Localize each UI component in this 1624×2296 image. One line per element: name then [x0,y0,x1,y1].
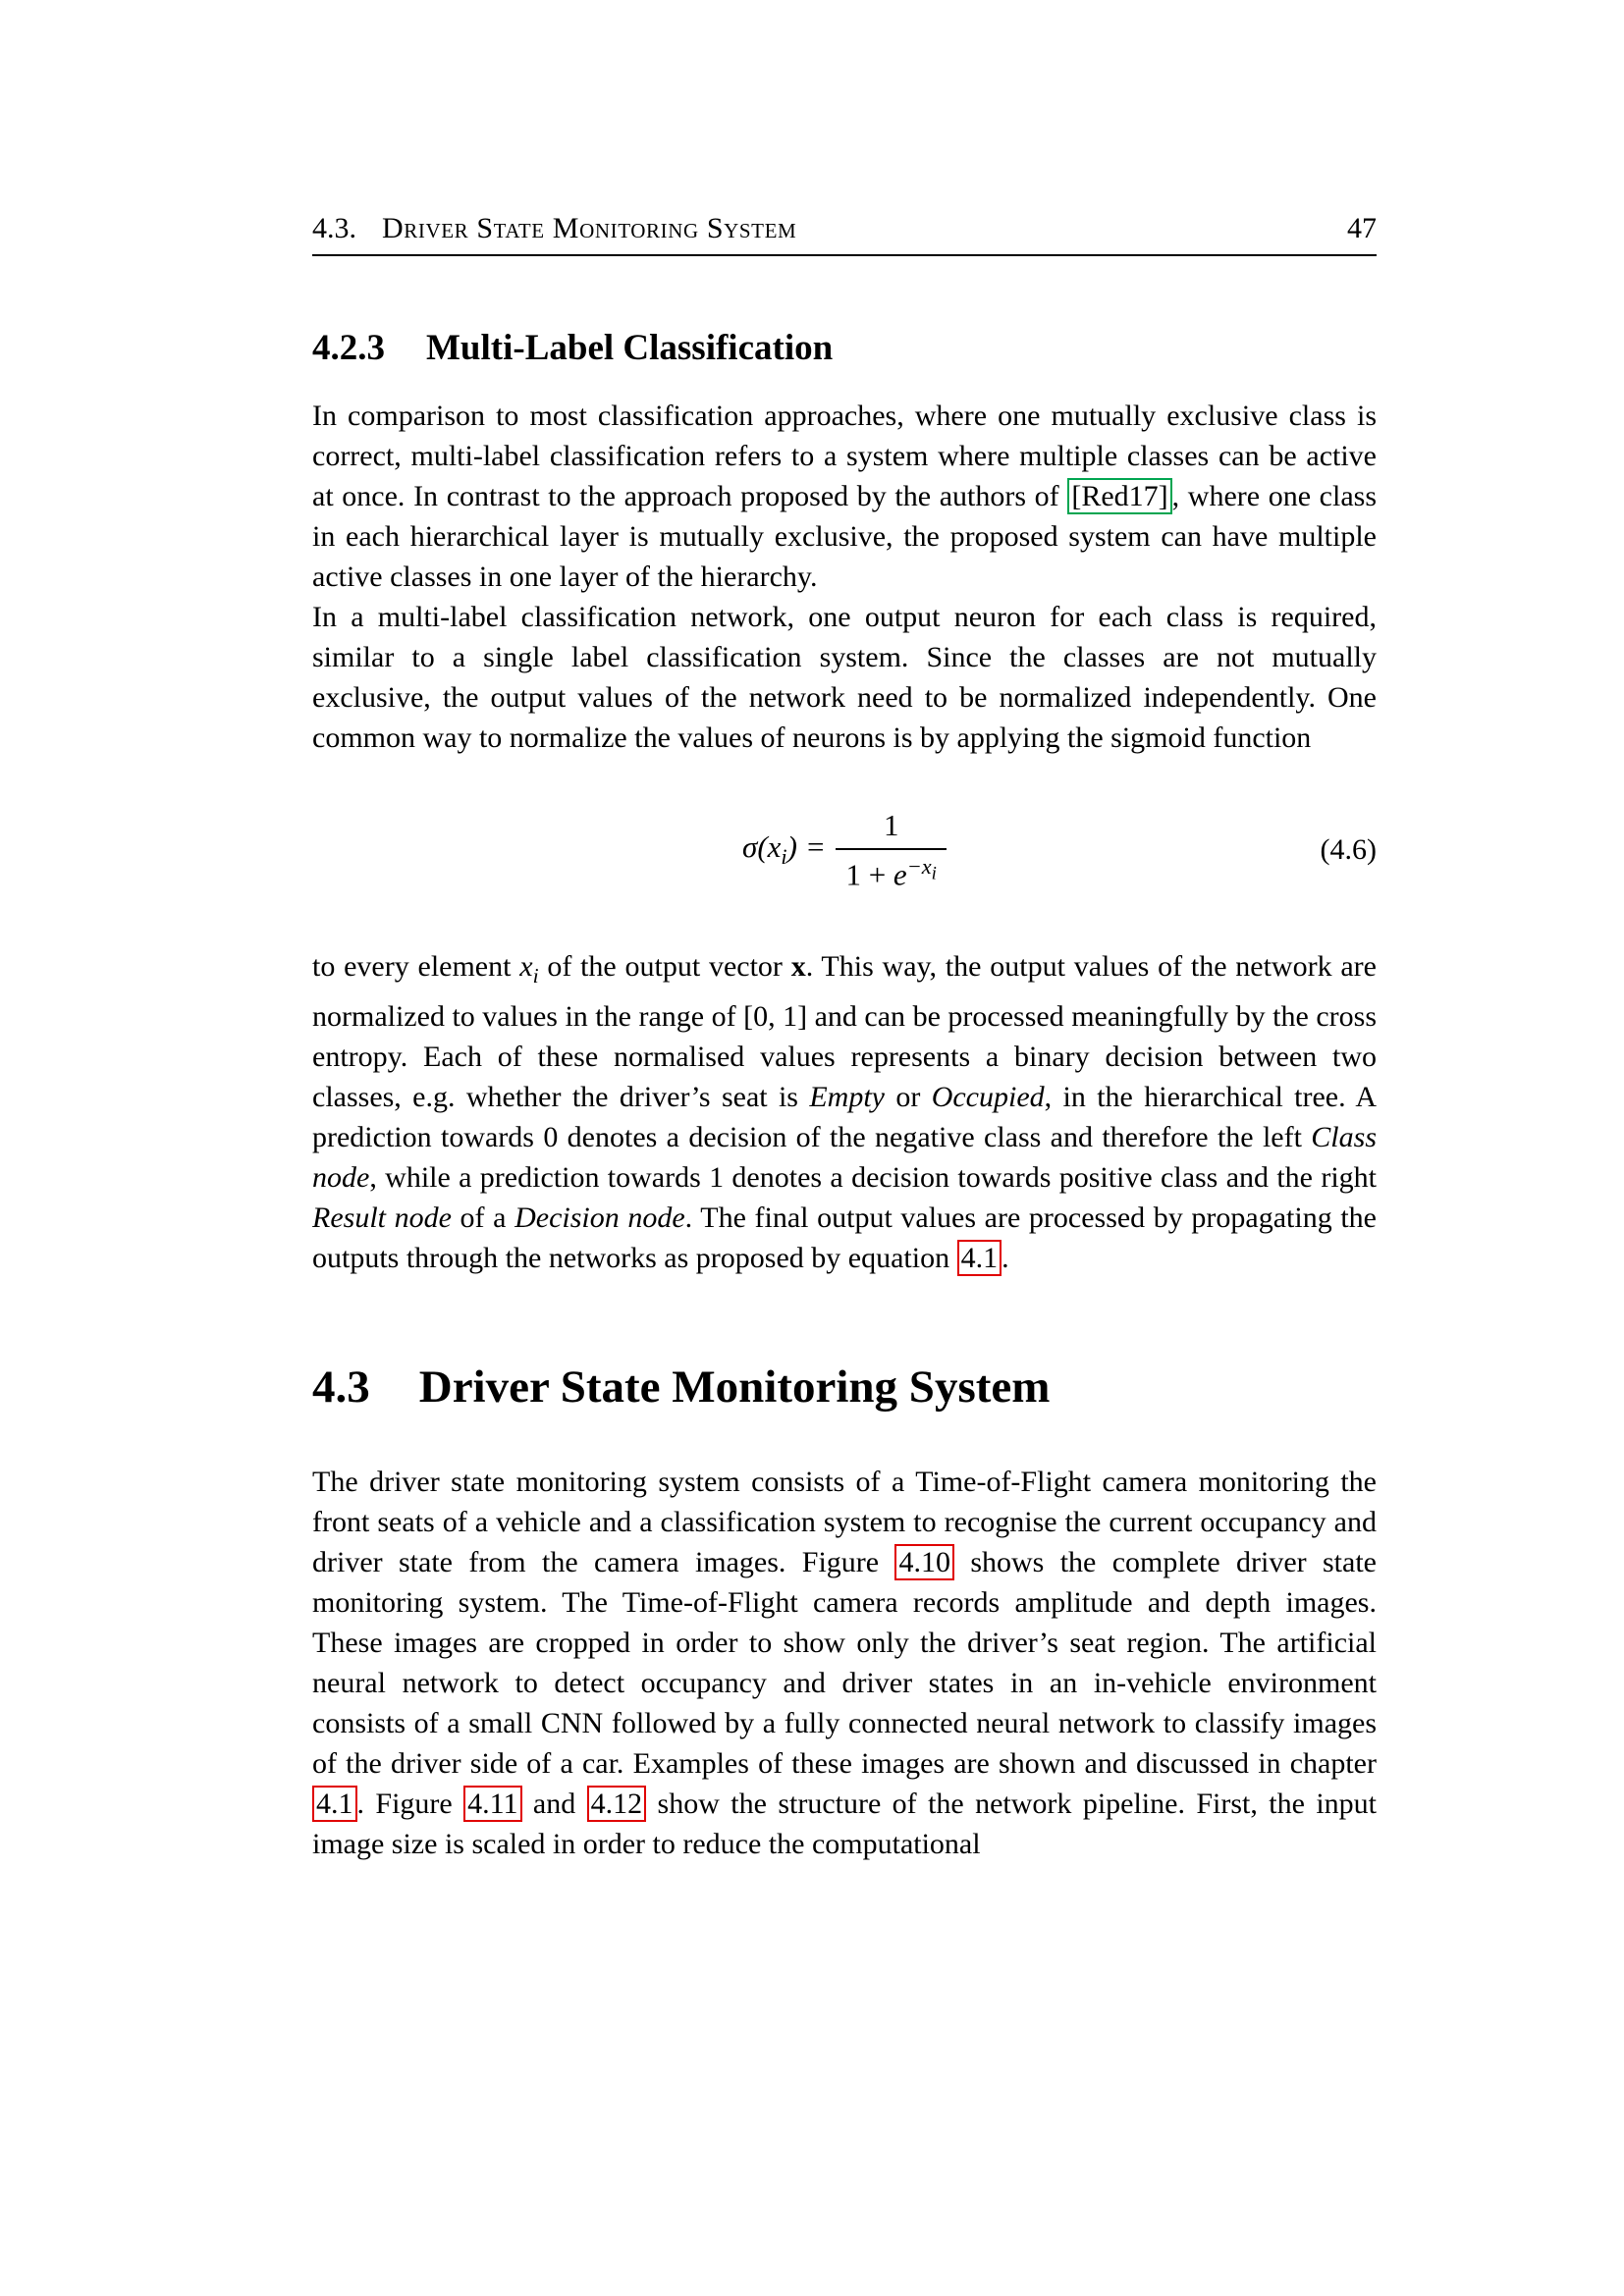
text-run: . [1001,1241,1009,1274]
equation-block [312,795,1377,905]
subsection-title: Multi-Label Classification [426,328,834,368]
header-section-number: 4.3. [312,212,356,244]
text-column [312,212,1377,1864]
text-run: Class node [312,1120,1377,1194]
cross-reference-link[interactable]: 4.1 [312,1786,357,1822]
fraction-denominator [836,850,947,892]
text-run: Decision node [514,1201,685,1234]
cross-reference-link[interactable]: 4.10 [894,1544,954,1580]
text-run: Empty [809,1080,885,1113]
paragraph [312,946,1377,1278]
text-run: show the structure of the network pipeline. First, the input image size is scaled in order to reduce the computational [312,1788,1377,1861]
text-run: , in the hierarchical tree. A prediction towards 0 denotes a decision of the negative class and therefore the left [312,1080,1377,1153]
subsection-heading-423 [312,329,1377,369]
text-run: In comparison to most classification approaches, where one mutually exclusive class is correct, multi-label classification refers to a system where multiple classes can be active at once. In contrast to the approach proposed by the authors of [312,399,1377,512]
header-left [312,212,796,245]
exponent-base: −x [906,853,932,879]
header-page-number: 47 [1347,212,1377,244]
denominator-prefix: 1 + [845,856,893,891]
text-run: x [790,949,806,983]
text-run: . This way, the output values of the network are normalized to values in the range of [0, 1] and can be processed meaningfully by the cross entropy. Each of these normalised values represents a binary decision between two classes, e.g. whether the driver’s seat is [312,949,1377,1113]
fraction [836,808,947,892]
text-run: The driver state monitoring system consists of a Time-of-Flight camera monitoring the front seats of a vehicle and a classification system to recognise the current occupancy and driver state from the camera images. Figure [312,1466,1377,1579]
section-number: 4.3 [312,1361,370,1413]
citation-link[interactable]: [Red17] [1067,478,1171,514]
sigma-close-paren: ) [786,829,797,865]
section-heading-43 [312,1362,1377,1414]
math-inline: $x_i$ [519,949,539,988]
text-run: and [521,1788,587,1821]
text-run: of a [451,1201,515,1234]
paragraph [312,1462,1377,1864]
equation-lhs [742,829,836,870]
text-run: Result node [312,1201,452,1234]
header-rule [312,254,1377,256]
text-run: , while a prediction towards 1 denotes a decision towards positive class and the right [369,1160,1377,1194]
sigma-term: σ(x [742,829,782,865]
equals-sign: = [806,829,825,865]
text-run: Occupied [931,1080,1045,1113]
euler-e: e [893,856,907,891]
paragraph [312,396,1377,597]
text-run: , where one class in each hierarchical layer is mutually exclusive, the proposed system can have multiple active classes in one layer of the hierarchy. [312,479,1377,593]
exponent [906,853,937,883]
sigmoid-equation [742,808,947,892]
subsection-number: 4.2.3 [312,328,385,368]
section-title: Driver State Monitoring System [418,1361,1051,1413]
text-run: . The final output values are processed by propagating the outputs through the networks as proposed by equation [312,1201,1377,1274]
fraction-numerator: 1 [836,808,947,850]
cross-reference-link[interactable]: 4.11 [463,1786,521,1822]
cross-reference-link[interactable]: 4.12 [587,1786,647,1822]
header-section-title: Driver State Monitoring System [382,212,797,244]
sigma-subscript: i [781,844,787,870]
cross-reference-link[interactable]: 4.1 [957,1240,1002,1276]
text-run: to every element [312,949,520,983]
page-header [312,212,1377,245]
text-run: In a multi-label classification network, one output neuron for each class is required, similar to a single label classification system. Since the classes are not mutually exclusive, the output values of the network need to be normalized independently. One common way to normalize the values of neurons is by applying the sigmoid function [312,600,1377,754]
text-run: of the output vector [538,949,791,983]
text-run: . Figure [356,1788,464,1821]
text-run: shows the complete driver state monitoring system. The Time-of-Flight camera records amplitude and depth images. These images are cropped in order to show only the driver’s seat region. The artificial neural network to detect occupancy and driver states in an in-vehicle environment consists of a small CNN followed by a fully connected neural network to classify images of the driver side of a car. Examples of these images are shown and discussed in chapter [312,1546,1377,1781]
exponent-subscript: i [931,862,937,883]
paragraph [312,597,1377,758]
text-run: or [884,1080,932,1113]
equation-number: (4.6) [1320,832,1377,866]
